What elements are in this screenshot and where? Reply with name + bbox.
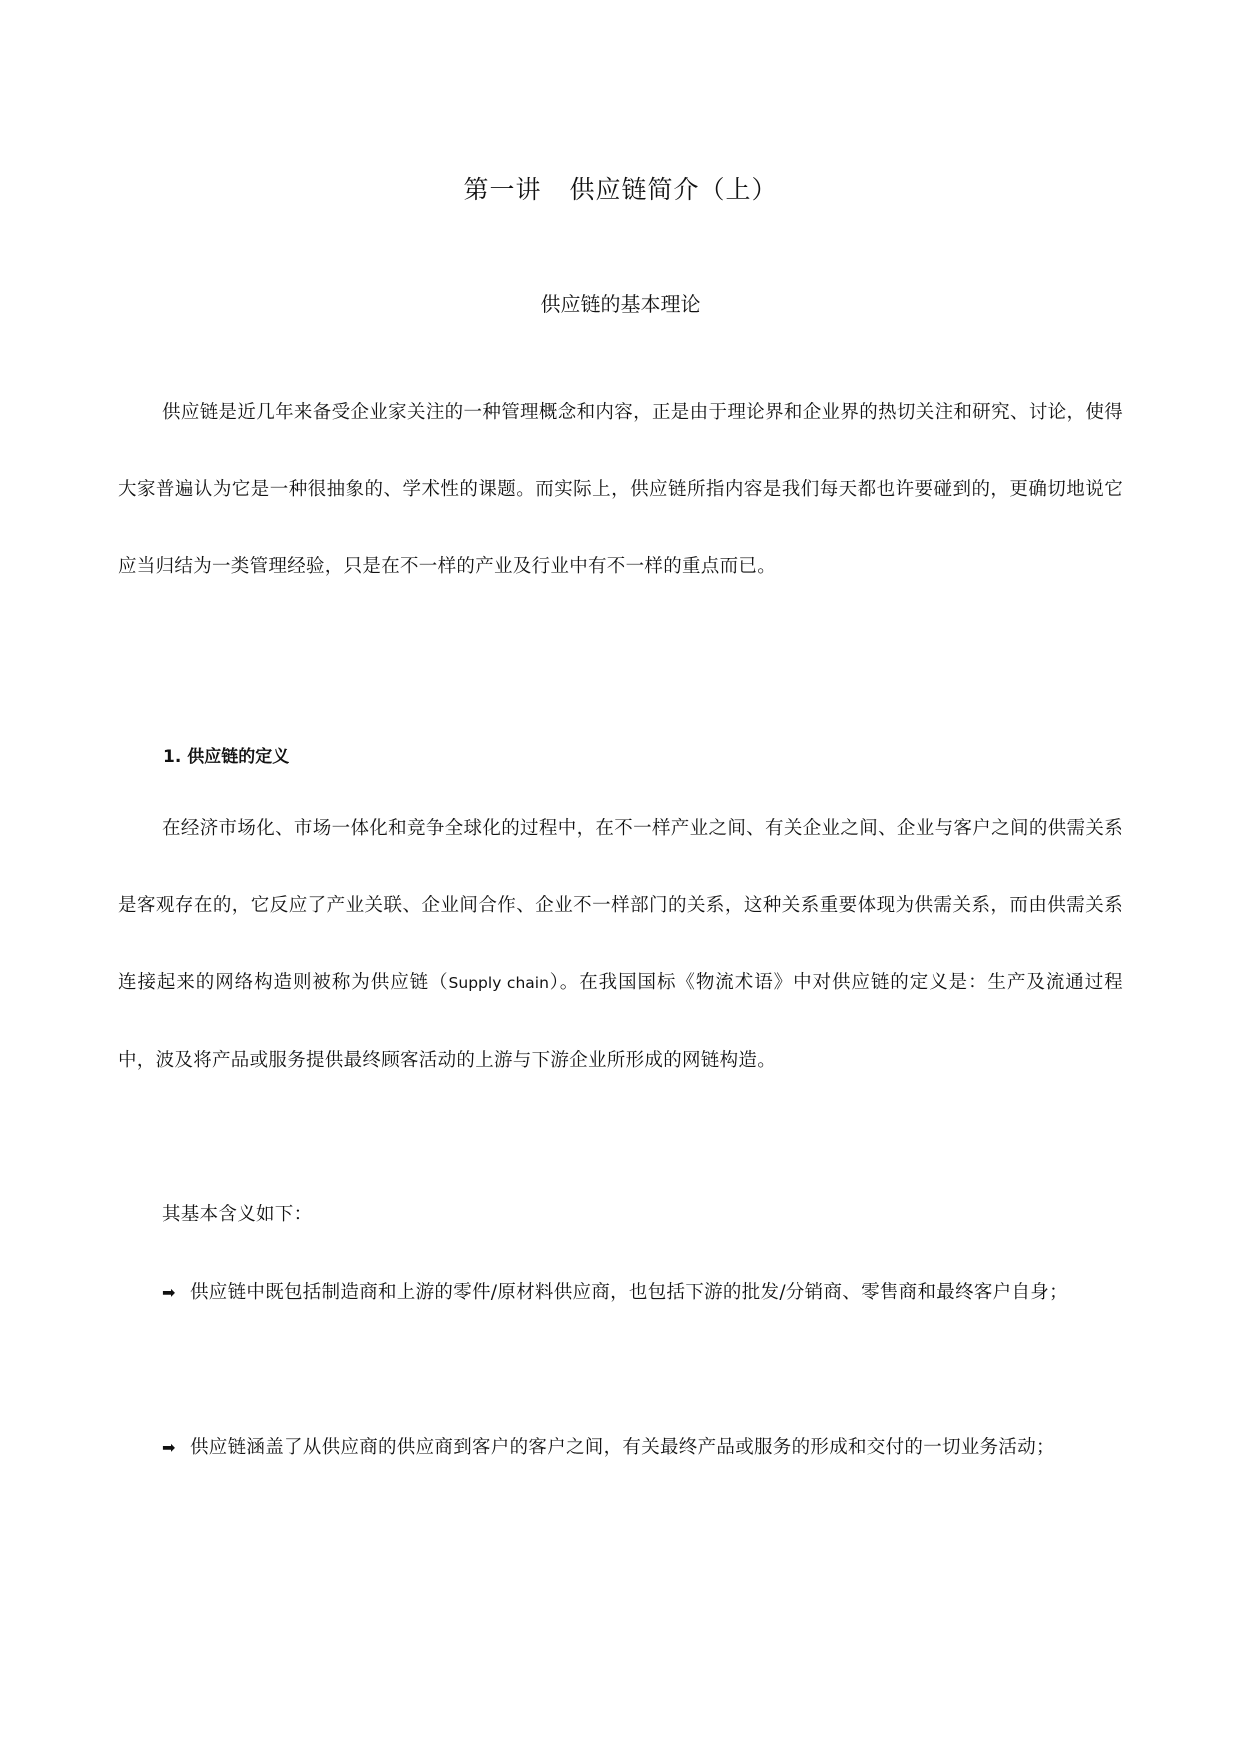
arrow-right-icon: ➡ bbox=[162, 1438, 176, 1457]
intro-paragraph: 供应链是近几年来备受企业家关注的一种管理概念和内容，正是由于理论界和企业界的热切关注和研究、讨论，使得大家普遍认为它是一种很抽象的、学术性的课题。而实际上，供应链所指内容是我们每天都也许要碰到的，更确切地说它应当归结为一类管理经验，只是在不一样的产业及行业中有不一样的重点而已。 bbox=[118, 402, 1123, 577]
section-heading: 1. 供应链的定义 bbox=[163, 747, 290, 767]
arrow-right-icon: ➡ bbox=[162, 1283, 176, 1302]
list-item-text: 供应链涵盖了从供应商的供应商到客户的客户之间，有关最终产品或服务的形成和交付的一切业务活动； bbox=[190, 1437, 1055, 1458]
definition-paragraph bbox=[118, 790, 1123, 1099]
supply-chain-term: Supply chain bbox=[448, 974, 549, 992]
page-subtitle: 供应链的基本理论 bbox=[540, 292, 701, 316]
meaning-intro: 其基本含义如下： bbox=[162, 1204, 313, 1225]
list-item bbox=[118, 1254, 1123, 1331]
title-lecture-number: 第一讲 bbox=[463, 175, 542, 204]
definition-text-part2: ）。在我国国标《物流术语》中对供应链的定义是：生产及流通过程中，波及将产品或服务提供最终顾客活动的上游与下游企业所形成的网链构造。 bbox=[118, 972, 1123, 1071]
page-title bbox=[0, 170, 1241, 206]
title-topic: 供应链简介（上） bbox=[569, 175, 778, 204]
list-item-text: 供应链中既包括制造商和上游的零件/原材料供应商，也包括下游的批发/分销商、零售商和最终客户自身； bbox=[190, 1282, 1068, 1303]
list-item bbox=[118, 1409, 1123, 1486]
definition-text-part1: 在经济市场化、市场一体化和竞争全球化的过程中，在不一样产业之间、有关企业之间、企业与客户之间的供需关系是客观存在的，它反应了产业关联、企业间合作、企业不一样部门的关系，这种关系重要体现为供需关系，而由供需关系连接起来的网络构造则被称为供应链（ bbox=[118, 818, 1123, 993]
